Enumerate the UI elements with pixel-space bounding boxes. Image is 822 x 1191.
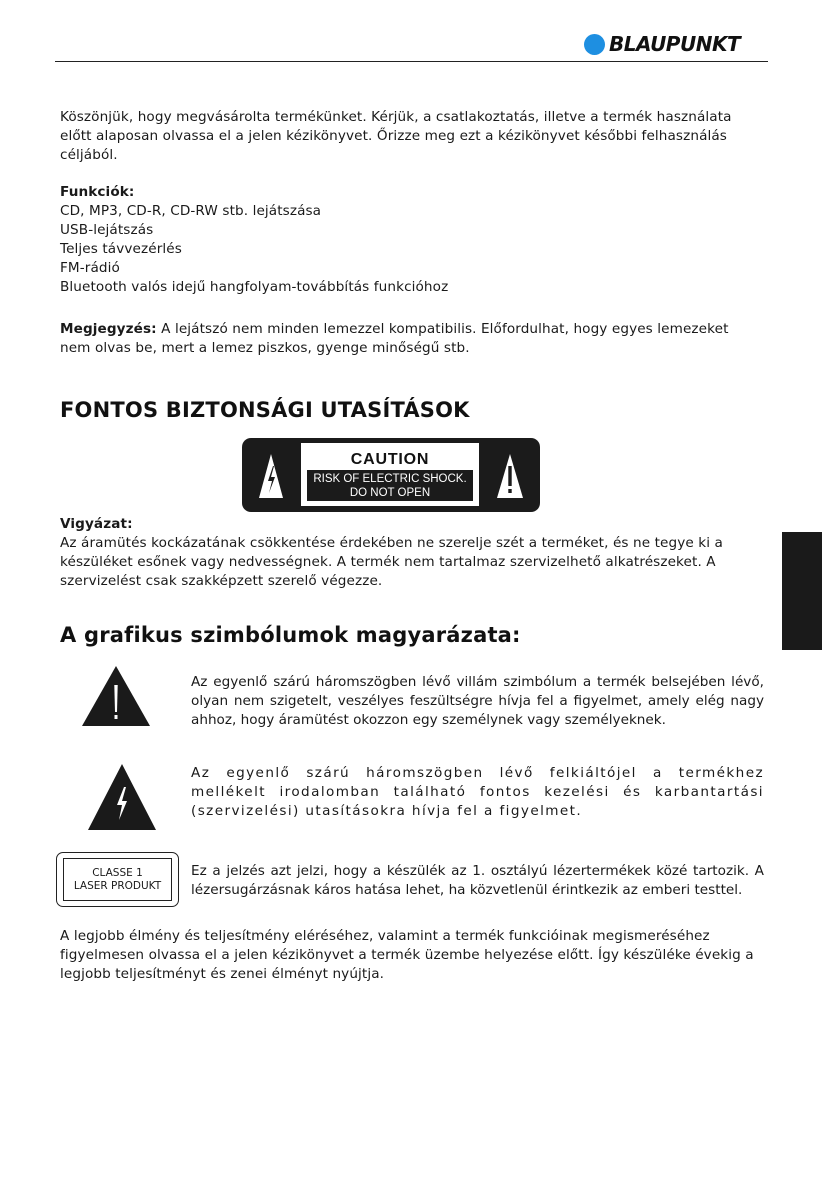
warning-text: Az áramütés kockázatának csökkentése érdekében ne szerelje szét a terméket, és ne tegye ki a készüléket esőnek vagy nedvességnek. A termék nem tartalmaz szervizelhető alkatrészeket. A szervizelést csak szakképzett szerelő végezze.	[60, 535, 723, 589]
laser-label-inner	[63, 858, 172, 901]
feature-item: FM-rádió	[60, 260, 120, 276]
feature-item: Bluetooth valós idejű hangfolyam-továbbítás funkcióhoz	[60, 279, 449, 295]
exclamation-triangle-icon	[81, 665, 151, 727]
lightning-triangle-icon	[87, 763, 157, 831]
symbol-2-description: Az egyenlő szárú háromszögben lévő felkiáltójel a termékhez mellékelt irodalomban található fontos kezelési és karbantartási (szervizelési) utasításokra hívja fel a figyelmet.	[191, 765, 764, 819]
header-divider	[55, 61, 768, 62]
laser-class-label	[56, 852, 179, 907]
note-text: A lejátszó nem minden lemezzel kompatibilis. Előfordulhat, hogy egyes lemezeket nem olvas be, mert a lemez piszkos, gyenge minőségű stb.	[60, 321, 729, 356]
symbol-1-description: Az egyenlő szárú háromszögben lévő villám szimbólum a termék belsejében lévő, olyan nem szigetelt, veszélyes feszültségre hívja fel a figyelmet, amely elég nagy ahhoz, hogy áramütést okozzon egy személynek vagy személyeknek.	[191, 674, 764, 728]
laser-line-1: CLASSE 1	[92, 866, 143, 879]
laser-line-2: LASER PRODUKT	[73, 879, 162, 892]
warning-paragraph	[60, 515, 760, 591]
note-label: Megjegyzés:	[60, 321, 157, 337]
features-title: Funkciók:	[60, 184, 135, 200]
intro-paragraph: Köszönjük, hogy megvásárolta termékünket. Kérjük, a csatlakoztatás, illetve a termék használata előtt alaposan olvassa el a jelen kézikönyvet. Őrizze meg ezt a kézikönyvet későbbi felhasználás céljából.	[60, 109, 732, 163]
brand-dot-icon	[584, 34, 605, 55]
symbols-heading: A grafikus szimbólumok magyarázata:	[60, 623, 521, 647]
features-section	[60, 183, 760, 297]
warning-label: Vigyázat:	[60, 516, 133, 532]
feature-item: USB-lejátszás	[60, 222, 154, 238]
caution-label	[242, 438, 540, 512]
brand-logo	[584, 31, 740, 57]
language-side-tab	[782, 532, 822, 650]
feature-item: CD, MP3, CD-R, CD-RW stb. lejátszása	[60, 203, 322, 219]
feature-item: Teljes távvezérlés	[60, 241, 182, 257]
exclamation-triangle-icon	[496, 452, 524, 500]
laser-description: Ez a jelzés azt jelzi, hogy a készülék az 1. osztályú lézertermékek közé tartozik. A lézersugárzásnak káros hatása lehet, ha közvetlenül érintkezik az emberi testtel.	[191, 863, 764, 898]
safety-heading: FONTOS BIZTONSÁGI UTASÍTÁSOK	[60, 398, 470, 422]
lightning-triangle-icon	[258, 452, 284, 500]
caution-title: CAUTION	[350, 451, 430, 468]
brand-name: BLAUPUNKT	[609, 32, 741, 56]
outro-paragraph: A legjobb élmény és teljesítmény eléréséhez, valamint a termék funkcióinak megismeréséhez figyelmesen olvassa el a jelen kézikönyvet a termék üzembe helyezése előtt. Így készüléke évekig a legjobb teljesítményt és zenei élményt nyújtja.	[60, 928, 754, 982]
caution-strip	[307, 470, 473, 501]
note-paragraph	[60, 320, 760, 358]
caution-line-2: DO NOT OPEN	[349, 487, 431, 499]
caution-line-1: RISK OF ELECTRIC SHOCK.	[313, 473, 467, 485]
caution-panel	[301, 443, 479, 506]
